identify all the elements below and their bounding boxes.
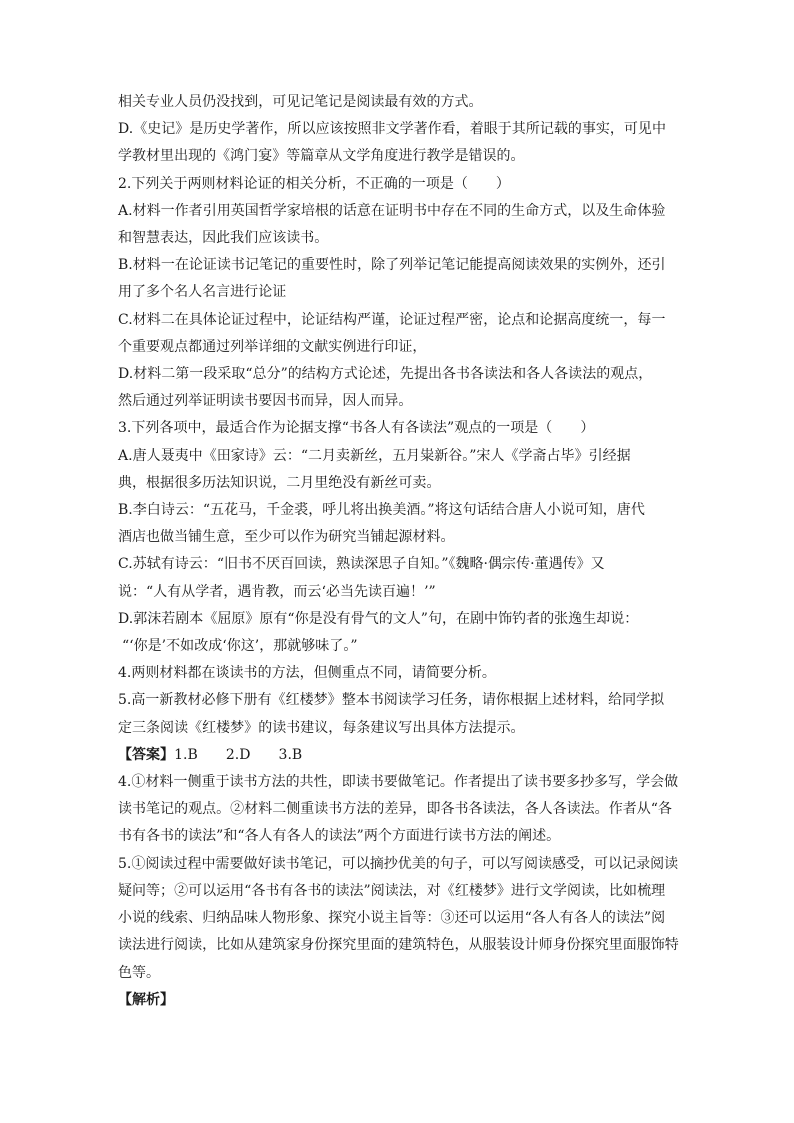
text-line: 学教材里出现的《鸿门宴》等篇章从文学角度进行教学是错误的。 [118,148,525,165]
answer-heading [118,742,682,769]
question-2: 2.下列关于两则材料论证的相关分析，不正确的一项是（ ） [118,175,510,192]
text-line: 相关专业人员仍没找到，可见记笔记是阅读最有效的方式。 [118,94,483,110]
text-line: 典，根据很多历法知识说，二月里绝没有新丝可卖。 [118,474,441,491]
text-line: 说：“人有从学者，遇肯教，而云‘必当先读百遍！’” [118,583,436,600]
text-line: 小说的线索、归纳品味人物形象、探究小说主旨等：③还可以运用“各人有各人的读法”阅 [118,910,666,927]
option-c-line: C.苏轼有诗云：“旧书不厌百回读，熟读深思子自知。”《魏略·偶宗传·董遇传》又 [118,556,605,573]
option-b-line: B.材料一在论证读书记笔记的重要性时，除了列举记笔记能提高阅读效果的实例外，还引 [118,257,666,274]
question-3: 3.下列各项中，最适合作为论据支撑“书各人有各读法”观点的一项是（ ） [118,420,595,437]
option-d-line: D.《史记》是历史学著作，所以应该按照非文学著作看，着眼于其所记载的事实，可见中 [118,121,666,138]
option-b-line: B.李白诗云：“五花马，千金裘，呼儿将出换美酒。”将这句话结合唐人小说可知，唐代 [118,502,645,519]
question-4: 4.两则材料都在谈读书的方法，但侧重点不同，请简要分析。 [118,665,496,682]
question-block [118,89,682,742]
text-line: 书有各书的读法”和“各人有各人的读法”两个方面进行读书方法的阐述。 [118,828,561,845]
text-line: 读法进行阅读，比如从建筑家身份探究里面的建筑特色，从服装设计师身份探究里面服饰特 [118,937,679,954]
text-line: 个重要观点都通过列举详细的文献实例进行印证， [118,338,427,355]
text-line: 酒店也做当铺生意，至少可以作为研究当铺起源材料。 [118,529,455,546]
option-d-line: D.材料二第一段采取“总分”的结构方式论述，先提出各书各读法和各人各读法的观点， [118,366,653,383]
option-c-line: C.材料二在具体论证过程中，论证结构严谨，论证过程严密，论点和论据高度统一，每一 [118,311,666,328]
text-line: 定三条阅读《红楼梦》的读书建议，每条建议写出具体方法提示。 [118,719,525,736]
text-line: 和智慧表达，因此我们应该读书。 [118,230,329,247]
text-line: 用了多个名人名言进行论证 [118,284,287,301]
text-line: “‘你是’不如改成‘你这’，那就够味了。” [122,638,358,655]
answer-4-line: 4.①材料一侧重于读书方法的共性，即读书要做笔记。作者提出了读书要多抄多写，学会做 [118,774,679,791]
answer-block [118,769,682,987]
option-d-line: D.郭沫若剧本《屈原》原有“你是没有骨气的文人”句，在剧中饰钓者的张逸生却说： [118,610,639,627]
text-line: 然后通过列举证明读书要因书而异，因人而异。 [118,393,413,410]
text-line: 疑问等；②可以运用“各书有各书的读法”阅读法，对《红楼梦》进行文学阅读，比如梳理 [118,882,666,899]
question-5: 5.高一新教材必修下册有《红楼梦》整本书阅读学习任务，请你根据上述材料，给同学拟 [118,692,665,709]
text-line: 色等。 [118,964,161,981]
answer-values: 1.B 2.D 3.B [174,746,303,763]
answer-5-line: 5.①阅读过程中需要做好读书笔记，可以摘抄优美的句子，可以写阅读感受，可以记录阅读 [118,855,679,872]
option-a-line: A.材料一作者引用英国哲学家培根的话意在证明书中存在不同的生命方式，以及生命体验 [118,202,666,219]
text-line: 读书笔记的观点。②材料二侧重读书方法的差异，即各书各读法，各人各读法。作者从“各 [118,801,672,818]
answer-label: 【答案】 [118,746,175,763]
analysis-heading: 【解析】 [118,991,175,1008]
option-a-line: A.唐人聂夷中《田家诗》云：“二月卖新丝，五月粜新谷。”宋人《学斋占毕》引经据 [118,447,631,464]
